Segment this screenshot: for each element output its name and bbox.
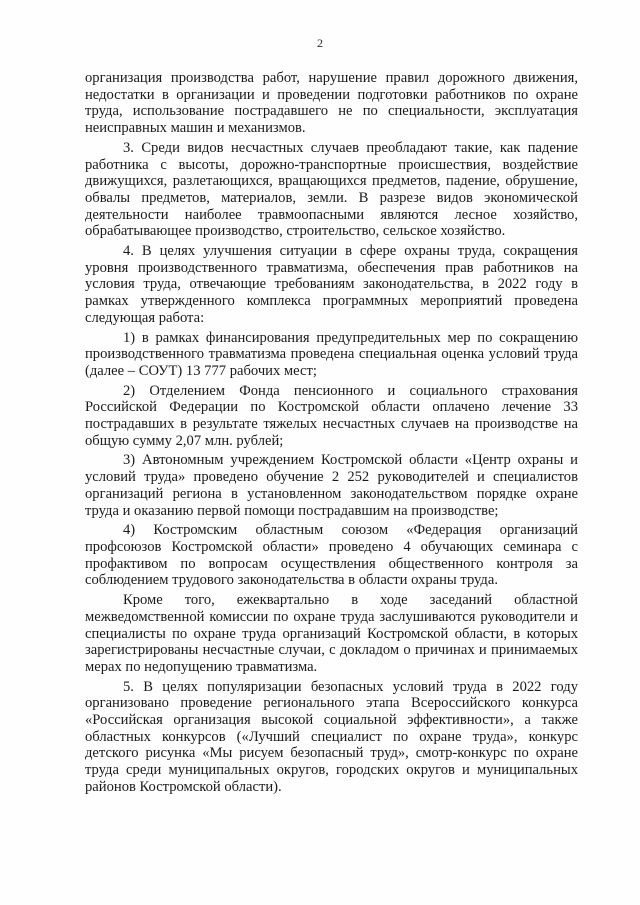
page-number: 2 <box>317 36 323 50</box>
document-body <box>85 70 578 796</box>
paragraph-continuation: организация производства работ, нарушение правил дорожного движения, недостатки в организации и проведении подготовки работников по охране труда, использование пострадавшего не по специальности, эксплуатация неисправных машин и механизмов. <box>85 70 578 137</box>
list-item-4-trade-unions: 4) Костромским областным союзом «Федерация организаций профсоюзов Костромской области» проведено 4 обучающих семинара с профактивом по вопросам осуществления общественного контроля за соблюдением трудового законодательства в области охраны труда. <box>85 522 578 589</box>
paragraph-commission: Кроме того, ежеквартально в ходе заседаний областной межведомственной комиссии по охране труда заслушиваются руководители и специалисты по охране труда организаций Костромской области, в которых зарегистрированы несчастные случаи, с докладом о причинах и принимаемых мерах по недопущению травматизма. <box>85 592 578 675</box>
list-item-2-social-fund: 2) Отделением Фонда пенсионного и социального страхования Российской Федерации по Костромской области оплачено лечение 33 пострадавших в результате тяжелых несчастных случаев на производстве на общую сумму 2,07 млн. рублей; <box>85 382 578 449</box>
paragraph-3-accident-types: 3. Среди видов несчастных случаев преобладают такие, как падение работника с высоты, дорожно-транспортные происшествия, воздействие движущихся, разлетающихся, вращающихся предметов, падение, обрушение, обвалы предметов, материалов, земли. В разрезе видов экономической деятельности наиболее травмоопасными являются лесное хозяйство, обрабатывающее производство, строительство, сельское хозяйство. <box>85 139 578 240</box>
paragraph-5-contests: 5. В целях популяризации безопасных условий труда в 2022 году организовано проведение регионального этапа Всероссийского конкурса «Российская организация высокой социальной эффективности», а также областных конкурсов («Лучший специалист по охране труда», конкурс детского рисунка «Мы рисуем безопасный труд», смотр-конкурс по охране труда среди муниципальных округов, городских округов и муниципальных районов Костромской области). <box>85 678 578 795</box>
list-item-1-sout: 1) в рамках финансирования предупредительных мер по сокращению производственного травматизма проведена специальная оценка условий труда (далее – СОУТ) 13 777 рабочих мест; <box>85 329 578 379</box>
list-item-3-training-center: 3) Автономным учреждением Костромской области «Центр охраны и условий труда» проведено обучение 2 252 руководителей и специалистов организаций региона в установленном законодательством порядке охране труда и оказанию первой помощи пострадавшим на производстве; <box>85 452 578 519</box>
paragraph-4-measures: 4. В целях улучшения ситуации в сфере охраны труда, сокращения уровня производственного травматизма, обеспечения прав работников на условия труда, отвечающие требованиям законодательства, в 2022 году в рамках утвержденного комплекса программных мероприятий проведена следующая работа: <box>85 243 578 326</box>
